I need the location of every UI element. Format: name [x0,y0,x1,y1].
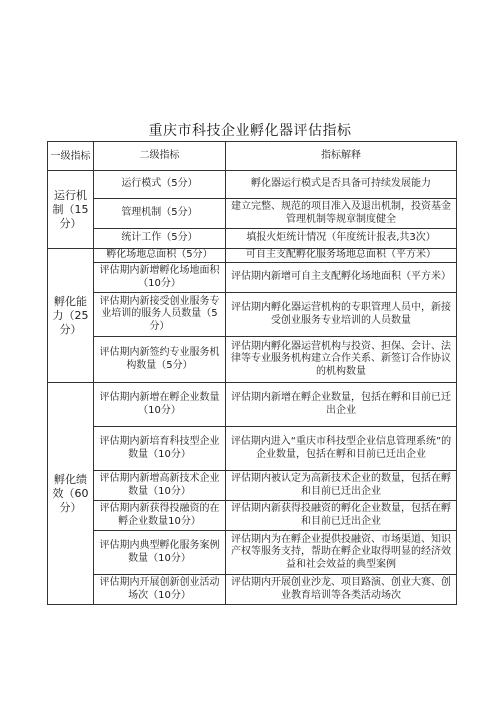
table-row [48,337,457,383]
table-row [48,531,457,575]
indicator-cell: 孵化场地总面积（5分） [94,249,226,263]
category-cell: 孵化能力（25分） [48,249,94,383]
table-row [48,575,457,605]
table-row [48,229,457,249]
explanation-cell: 评估期内新增在孵企业数量，包括在孵和目前已迁出企业 [226,383,457,427]
header-explanation: 指标解释 [226,142,457,171]
explanation-cell: 评估期内孵化器运营机构与投资、担保、会计、法律等专业服务机构建立合作关系、新签订合作协议的机构数量 [226,337,457,383]
indicator-cell: 管理机制（5分） [94,199,226,229]
explanation-cell: 评估期内开展创业沙龙、项目路演、创业大赛、创业教育培训等各类活动场次 [226,575,457,605]
explanation-cell: 填报火炬统计情况（年度统计报表,共3次） [226,229,457,249]
table-row [48,383,457,427]
table-row [48,249,457,263]
indicator-cell: 评估期内开展创新创业活动场次（10分） [94,575,226,605]
indicator-cell: 评估期内新接受创业服务专业培训的服务人员数量（5分） [94,293,226,337]
explanation-cell: 评估期内为在孵企业提供投融资、市场渠道、知识产权等服务支持，帮助在孵企业取得明显的经济效益和社会效益的典型案例 [226,531,457,575]
category-cell: 运行机制（15分） [48,171,94,249]
indicator-cell: 评估期内新获得投融资的在孵企业数量10分） [94,501,226,531]
indicator-cell: 运行模式（5分） [94,171,226,199]
header-level2: 二级指标 [94,142,226,171]
indicator-cell: 评估期内新增高新技术企业数量（10分） [94,471,226,501]
indicator-cell: 评估期内新增孵化场地面积（10分） [94,263,226,293]
explanation-cell: 评估期内被认定为高新技术企业的数量，包括在孵和目前已迁出企业 [226,471,457,501]
explanation-cell: 建立完整、规范的项目准入及退出机制，投资基金管理机制等规章制度健全 [226,199,457,229]
category-cell: 孵化绩效（60分） [48,383,94,605]
table-row [48,427,457,471]
explanation-cell: 评估期内孵化器运营机构的专职管理人员中，新接受创业服务专业培训的人员数量 [226,293,457,337]
indicator-cell: 统计工作（5分） [94,229,226,249]
table-row [48,171,457,199]
explanation-cell: 评估期内新增可自主支配孵化场地面积（平方米） [226,263,457,293]
table-row [48,263,457,293]
table-header-row [48,142,457,171]
explanation-cell: 可自主支配孵化服务场地总面积（平方米） [226,249,457,263]
table-row [48,199,457,229]
indicator-cell: 评估期内新增在孵企业数量（10分） [94,383,226,427]
explanation-cell: 评估期内新获得投融资的孵化企业数量，包括在孵和目前已迁出企业 [226,501,457,531]
table-row [48,471,457,501]
explanation-cell: 评估期内进入“重庆市科技型企业信息管理系统”的企业数量，包括在孵和目前已迁出企业 [226,427,457,471]
indicator-cell: 评估期内新签约专业服务机构数量（5分） [94,337,226,383]
table-row [48,293,457,337]
header-level1: 一级指标 [48,142,94,171]
evaluation-table [47,141,457,605]
page-title: 重庆市科技企业孵化器评估指标 [148,123,352,139]
indicator-cell: 评估期内典型孵化服务案例数量（10分） [94,531,226,575]
indicator-cell: 评估期内新培育科技型企业数量（10分） [94,427,226,471]
explanation-cell: 孵化器运行模式是否具备可持续发展能力 [226,171,457,199]
table-row [48,501,457,531]
